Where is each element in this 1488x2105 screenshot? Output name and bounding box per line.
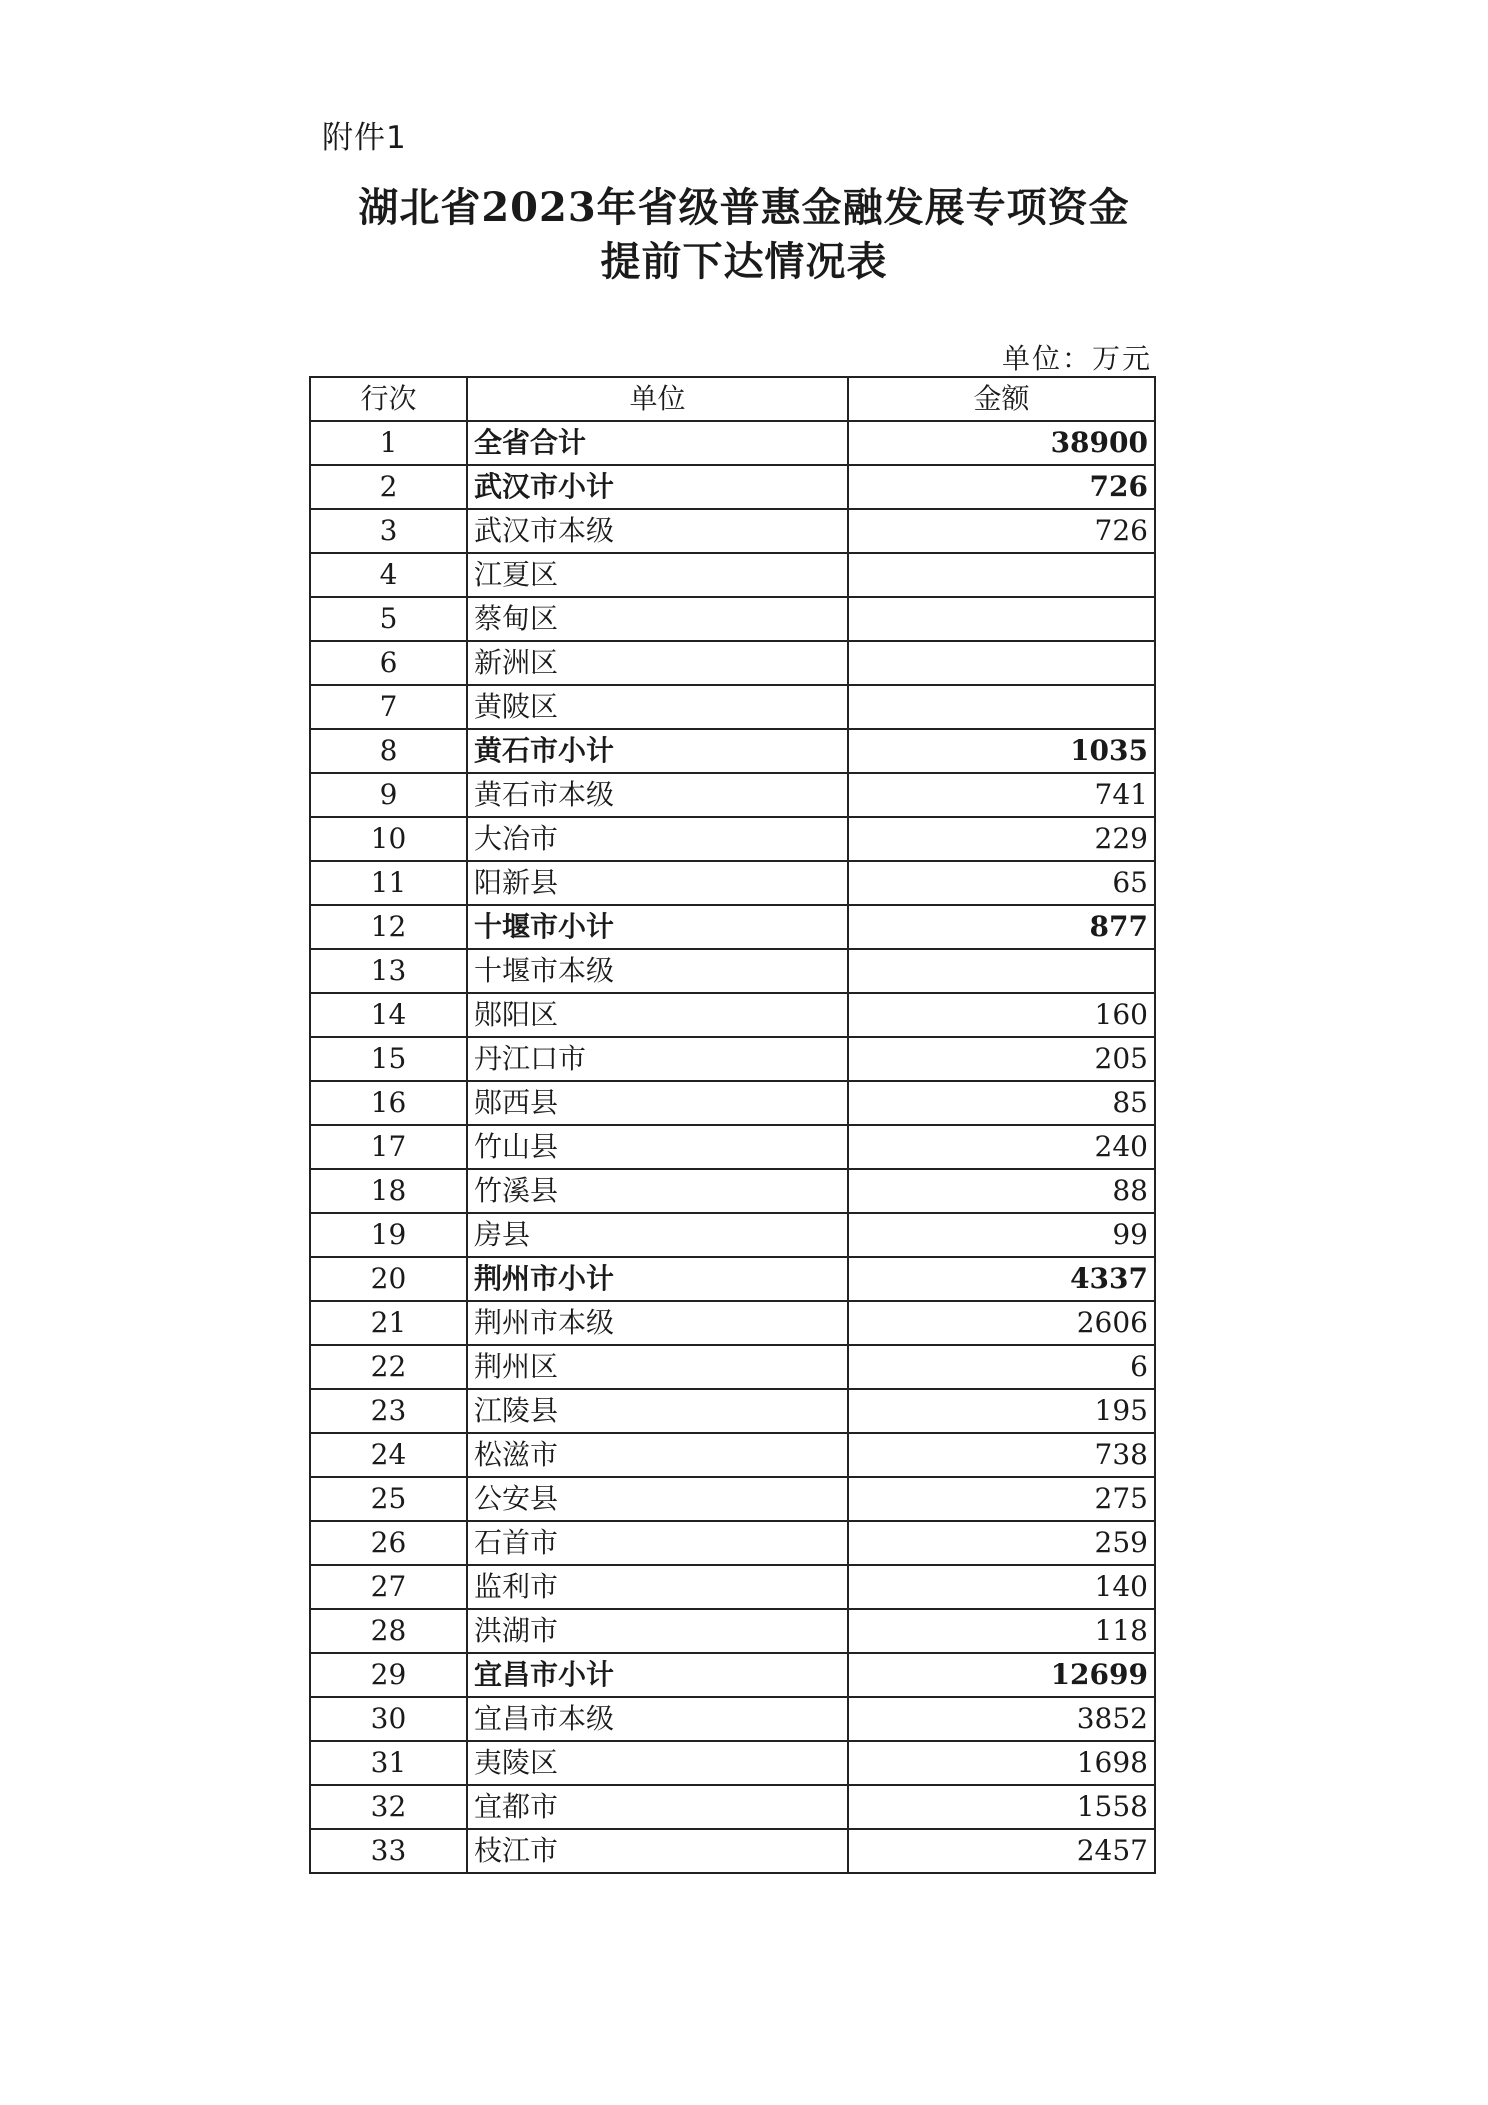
table-row (310, 1037, 1155, 1081)
row-number-cell: 7 (310, 685, 467, 729)
row-number-cell: 16 (310, 1081, 467, 1125)
amount-cell: 205 (848, 1037, 1155, 1081)
table-row (310, 905, 1155, 949)
row-number-cell: 19 (310, 1213, 467, 1257)
amount-cell: 738 (848, 1433, 1155, 1477)
unit-name-cell: 黄石市本级 (467, 773, 848, 817)
row-number-cell: 29 (310, 1653, 467, 1697)
amount-cell: 275 (848, 1477, 1155, 1521)
header-unit: 单位 (467, 377, 848, 421)
row-number-cell: 5 (310, 597, 467, 641)
table-row (310, 597, 1155, 641)
row-number-cell: 1 (310, 421, 467, 465)
amount-cell: 1698 (848, 1741, 1155, 1785)
table-row (310, 1389, 1155, 1433)
unit-label: 单位：万元 (1001, 342, 1152, 375)
unit-name-cell: 蔡甸区 (467, 597, 848, 641)
amount-cell: 2457 (848, 1829, 1155, 1873)
table-row (310, 949, 1155, 993)
unit-name-cell: 竹溪县 (467, 1169, 848, 1213)
amount-cell: 3852 (848, 1697, 1155, 1741)
table-row (310, 1609, 1155, 1653)
row-number-cell: 15 (310, 1037, 467, 1081)
unit-name-cell: 松滋市 (467, 1433, 848, 1477)
unit-name-cell: 竹山县 (467, 1125, 848, 1169)
row-number-cell: 17 (310, 1125, 467, 1169)
table-row (310, 1433, 1155, 1477)
table-body (310, 421, 1155, 1873)
amount-cell: 259 (848, 1521, 1155, 1565)
row-number-cell: 12 (310, 905, 467, 949)
unit-name-cell: 武汉市本级 (467, 509, 848, 553)
row-number-cell: 31 (310, 1741, 467, 1785)
table-row (310, 1301, 1155, 1345)
amount-cell: 88 (848, 1169, 1155, 1213)
table-row (310, 1565, 1155, 1609)
unit-name-cell: 黄石市小计 (467, 729, 848, 773)
amount-cell: 4337 (848, 1257, 1155, 1301)
row-number-cell: 26 (310, 1521, 467, 1565)
table-row (310, 1169, 1155, 1213)
table-row (310, 1697, 1155, 1741)
document-title-line2: 提前下达情况表 (600, 238, 888, 285)
document-title-line1: 湖北省2023年省级普惠金融发展专项资金 (358, 184, 1130, 231)
amount-cell: 118 (848, 1609, 1155, 1653)
unit-name-cell: 武汉市小计 (467, 465, 848, 509)
amount-cell: 726 (848, 465, 1155, 509)
row-number-cell: 23 (310, 1389, 467, 1433)
amount-cell: 240 (848, 1125, 1155, 1169)
row-number-cell: 28 (310, 1609, 467, 1653)
row-number-cell: 11 (310, 861, 467, 905)
row-number-cell: 20 (310, 1257, 467, 1301)
unit-name-cell: 宜昌市本级 (467, 1697, 848, 1741)
unit-name-cell: 洪湖市 (467, 1609, 848, 1653)
row-number-cell: 3 (310, 509, 467, 553)
amount-cell: 140 (848, 1565, 1155, 1609)
amount-cell: 726 (848, 509, 1155, 553)
table-row (310, 421, 1155, 465)
amount-cell: 99 (848, 1213, 1155, 1257)
table-header-row (310, 377, 1155, 421)
table-row (310, 729, 1155, 773)
row-number-cell: 4 (310, 553, 467, 597)
amount-cell: 1035 (848, 729, 1155, 773)
amount-cell (848, 685, 1155, 729)
unit-name-cell: 江夏区 (467, 553, 848, 597)
unit-name-cell: 全省合计 (467, 421, 848, 465)
row-number-cell: 25 (310, 1477, 467, 1521)
row-number-cell: 14 (310, 993, 467, 1037)
row-number-cell: 6 (310, 641, 467, 685)
table-row (310, 1829, 1155, 1873)
table-row (310, 1785, 1155, 1829)
unit-name-cell: 郧阳区 (467, 993, 848, 1037)
row-number-cell: 2 (310, 465, 467, 509)
table-row (310, 1741, 1155, 1785)
amount-cell: 6 (848, 1345, 1155, 1389)
amount-cell: 38900 (848, 421, 1155, 465)
unit-name-cell: 新洲区 (467, 641, 848, 685)
table-row (310, 861, 1155, 905)
unit-name-cell: 夷陵区 (467, 1741, 848, 1785)
unit-name-cell: 枝江市 (467, 1829, 848, 1873)
amount-cell (848, 553, 1155, 597)
row-number-cell: 8 (310, 729, 467, 773)
row-number-cell: 22 (310, 1345, 467, 1389)
amount-cell: 85 (848, 1081, 1155, 1125)
row-number-cell: 24 (310, 1433, 467, 1477)
unit-name-cell: 江陵县 (467, 1389, 848, 1433)
table-row (310, 1653, 1155, 1697)
row-number-cell: 32 (310, 1785, 467, 1829)
unit-name-cell: 大冶市 (467, 817, 848, 861)
row-number-cell: 33 (310, 1829, 467, 1873)
amount-cell: 65 (848, 861, 1155, 905)
table-row (310, 773, 1155, 817)
unit-name-cell: 荆州区 (467, 1345, 848, 1389)
table-row (310, 685, 1155, 729)
table-row (310, 1081, 1155, 1125)
unit-name-cell: 宜都市 (467, 1785, 848, 1829)
row-number-cell: 21 (310, 1301, 467, 1345)
row-number-cell: 30 (310, 1697, 467, 1741)
amount-cell: 741 (848, 773, 1155, 817)
amount-cell: 195 (848, 1389, 1155, 1433)
unit-name-cell: 荆州市小计 (467, 1257, 848, 1301)
unit-name-cell: 监利市 (467, 1565, 848, 1609)
unit-name-cell: 十堰市小计 (467, 905, 848, 949)
table-row (310, 993, 1155, 1037)
row-number-cell: 9 (310, 773, 467, 817)
unit-name-cell: 十堰市本级 (467, 949, 848, 993)
attachment-label: 附件1 (322, 120, 407, 156)
table-row (310, 817, 1155, 861)
amount-cell: 229 (848, 817, 1155, 861)
table-row (310, 1213, 1155, 1257)
amount-cell: 877 (848, 905, 1155, 949)
row-number-cell: 13 (310, 949, 467, 993)
table-row (310, 641, 1155, 685)
allocation-table (309, 376, 1156, 1874)
amount-cell (848, 641, 1155, 685)
table-row (310, 1257, 1155, 1301)
amount-cell: 160 (848, 993, 1155, 1037)
table-row (310, 1345, 1155, 1389)
header-row-number: 行次 (310, 377, 467, 421)
unit-name-cell: 房县 (467, 1213, 848, 1257)
unit-name-cell: 黄陂区 (467, 685, 848, 729)
amount-cell: 12699 (848, 1653, 1155, 1697)
unit-name-cell: 郧西县 (467, 1081, 848, 1125)
unit-name-cell: 阳新县 (467, 861, 848, 905)
table-row (310, 509, 1155, 553)
amount-cell: 1558 (848, 1785, 1155, 1829)
row-number-cell: 10 (310, 817, 467, 861)
unit-name-cell: 公安县 (467, 1477, 848, 1521)
table-row (310, 465, 1155, 509)
unit-name-cell: 宜昌市小计 (467, 1653, 848, 1697)
header-amount: 金额 (848, 377, 1155, 421)
table-row (310, 553, 1155, 597)
table-row (310, 1125, 1155, 1169)
row-number-cell: 18 (310, 1169, 467, 1213)
row-number-cell: 27 (310, 1565, 467, 1609)
table-row (310, 1521, 1155, 1565)
amount-cell (848, 597, 1155, 641)
unit-name-cell: 荆州市本级 (467, 1301, 848, 1345)
unit-name-cell: 丹江口市 (467, 1037, 848, 1081)
amount-cell (848, 949, 1155, 993)
table-row (310, 1477, 1155, 1521)
unit-name-cell: 石首市 (467, 1521, 848, 1565)
amount-cell: 2606 (848, 1301, 1155, 1345)
